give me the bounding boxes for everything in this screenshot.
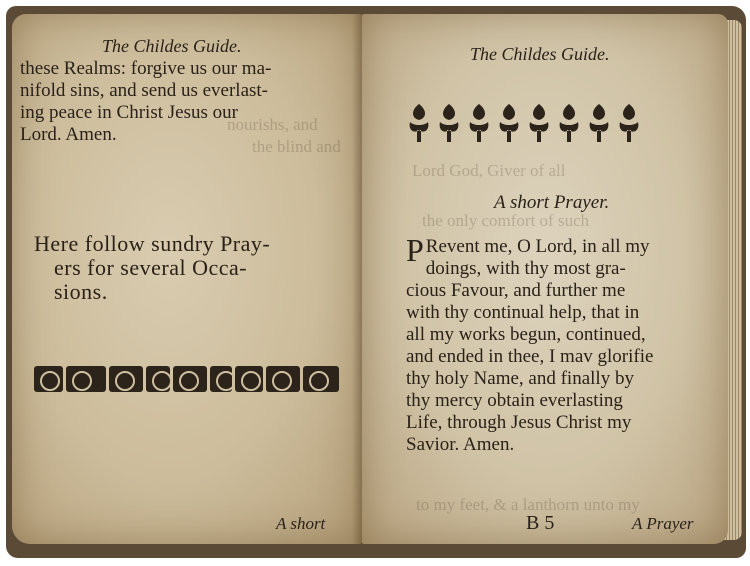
text-line: all my works begun, continued, [406, 324, 646, 345]
ornament-block [173, 366, 207, 392]
text-line: ers for several Occa- [54, 255, 248, 280]
left-page [12, 14, 362, 544]
show-through-text: Lord God, Giver of all [412, 161, 566, 180]
section-heading [34, 232, 270, 304]
text-line: these Realms: forgive us our ma- [20, 58, 272, 79]
flower-ornament [556, 100, 582, 144]
ornament-block [66, 366, 106, 392]
ornament-block [109, 366, 143, 392]
prayer-title: A short Prayer. [494, 192, 610, 213]
flower-ornament [616, 100, 642, 144]
text-line: with thy continual help, that in [406, 302, 640, 323]
flower-ornament [436, 100, 462, 144]
flower-ornament [526, 100, 552, 144]
ornament-block [303, 366, 339, 392]
ornament-block [210, 366, 232, 392]
text-line: nifold sins, and send us everlast- [20, 80, 269, 101]
right-page [362, 14, 728, 544]
text-line: Savior. Amen. [406, 434, 515, 455]
flower-ornament [466, 100, 492, 144]
text-line: thy mercy obtain everlasting [406, 390, 623, 411]
show-through-text: to my feet, & a lanthorn unto my [416, 495, 640, 514]
ornament-block [146, 366, 170, 392]
text-line: Here follow sundry Pray- [34, 231, 271, 256]
show-through-text: the blind and [252, 137, 341, 156]
catchword: A Prayer [632, 514, 694, 533]
show-through-text: the only comfort of such [422, 211, 590, 230]
flower-ornament [406, 100, 432, 144]
flower-ornament [586, 100, 612, 144]
floral-headpiece [406, 100, 642, 144]
signature-mark: B 5 [526, 512, 555, 534]
ornament-block [266, 366, 300, 392]
prayer-text [406, 232, 726, 456]
catchword: A short [276, 514, 326, 533]
text-line: Lord. Amen. [20, 124, 117, 145]
text-line: doings, with thy most gra- [425, 258, 626, 279]
text-line: thy holy Name, and finally by [406, 368, 634, 389]
drop-cap: P [406, 232, 424, 268]
text-line: cious Favour, and further me [406, 280, 626, 301]
text-line: sions. [54, 279, 108, 304]
show-through-text: nourishs, and [227, 115, 318, 134]
running-header: The Childes Guide. [102, 36, 242, 56]
prayer-ending-text [20, 58, 271, 146]
text-line: Life, through Jesus Christ my [406, 412, 632, 433]
running-header: The Childes Guide. [470, 44, 610, 64]
text-line: ing peace in Christ Jesus our [20, 102, 238, 123]
ornament-block [34, 366, 63, 392]
ornamental-border [34, 366, 339, 392]
text-line: Revent me, O Lord, in all my [425, 236, 650, 257]
text-line: and ended in thee, I mav glorifie [406, 346, 654, 367]
flower-ornament [496, 100, 522, 144]
ornament-block [235, 366, 263, 392]
